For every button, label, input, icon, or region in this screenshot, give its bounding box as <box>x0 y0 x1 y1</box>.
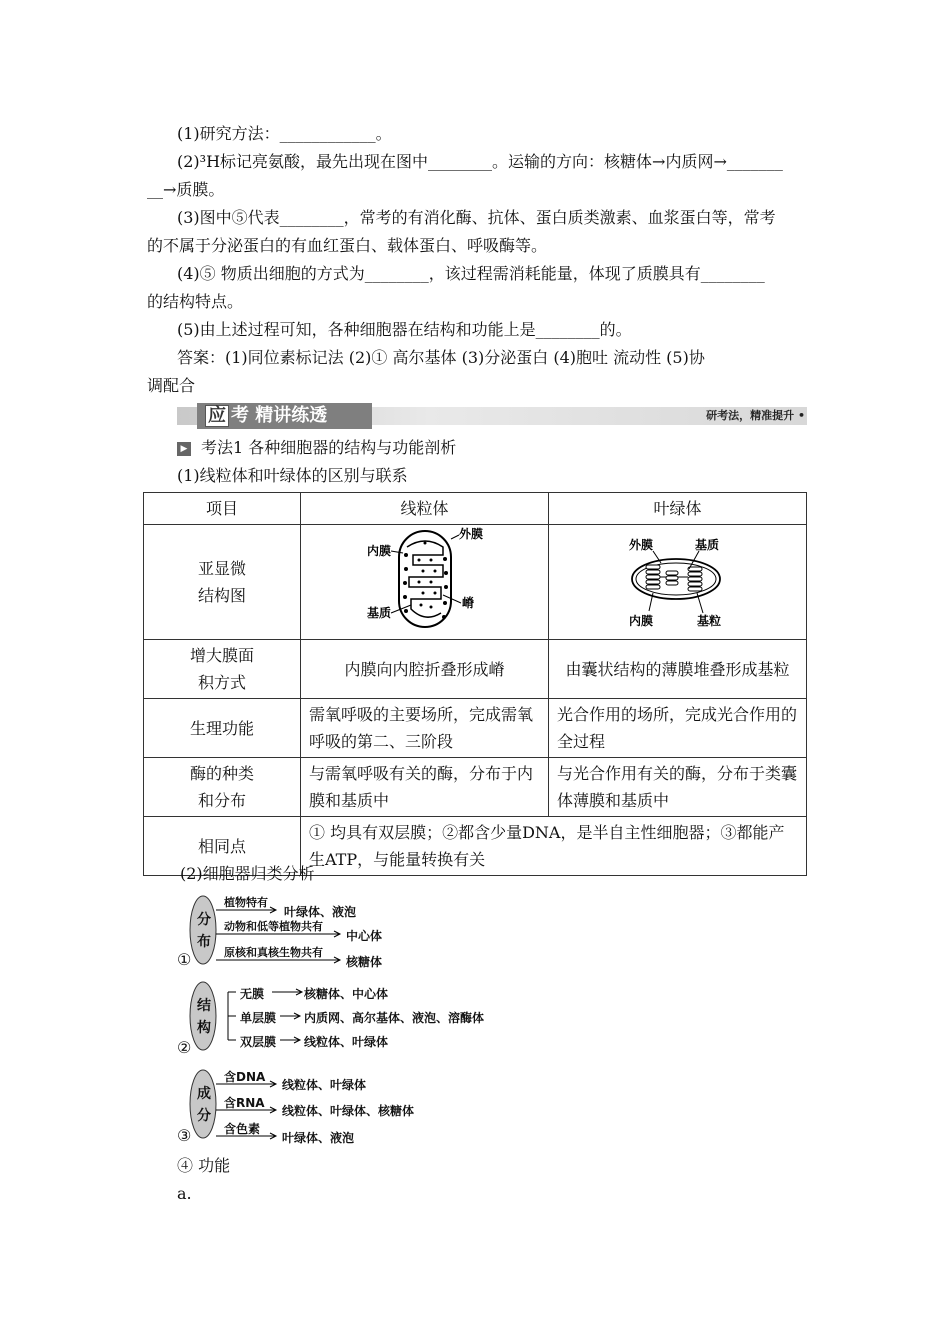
function-item-a: a. <box>177 1184 192 1203</box>
table-cell: 与光合作用有关的酶，分布于类囊体薄膜和基质中 <box>549 758 807 817</box>
comparison-table <box>143 492 807 876</box>
question-5: (5)由上述过程可知，各种细胞器在结构和功能上是________的。 <box>177 320 632 339</box>
label-outer-membrane: 外膜 <box>459 527 484 541</box>
function-heading: ④ 功能 <box>177 1156 231 1175</box>
method-title <box>177 434 837 462</box>
tree-result: 叶绿体、液泡 <box>282 1131 355 1145</box>
subheading-1: (1)线粒体和叶绿体的区别与联系 <box>177 466 408 485</box>
tree-result: 核糖体 <box>346 955 383 969</box>
table-header: 线粒体 <box>301 493 549 525</box>
tree-branch: 原核和真核生物共有 <box>224 946 323 959</box>
tree-result: 中心体 <box>346 929 383 943</box>
table-cell: 由囊状结构的薄膜堆叠形成基粒 <box>549 640 807 699</box>
mitochondrion-diagram <box>301 525 548 631</box>
grana-stacks <box>646 565 702 591</box>
table-cell: ① 均具有双层膜；②都含少量DNA，是半自主性细胞器；③都能产生ATP，与能量转换有关 <box>301 817 807 876</box>
chloroplast-diagram <box>549 525 806 631</box>
question-3-cont: 的不属于分泌蛋白的有血红蛋白、载体蛋白、呼吸酶等。 <box>147 236 548 255</box>
tree-branch: 含RNA <box>224 1096 265 1110</box>
banner-box: 应 <box>205 405 229 427</box>
label-inner-membrane: 内膜 <box>367 544 392 558</box>
tree-result: 线粒体、叶绿体、核糖体 <box>282 1104 415 1118</box>
banner-main: 考 精讲练透 <box>231 405 328 426</box>
label-grana: 基粒 <box>697 614 722 628</box>
tree-result: 叶绿体、液泡 <box>284 905 357 919</box>
label-crista: 嵴 <box>462 596 475 610</box>
table-row <box>144 699 807 758</box>
question-3: (3)图中⑤代表________，常考的有消化酶、抗体、蛋白质类激素、血浆蛋白等，常考 <box>177 208 776 227</box>
label-inner-membrane: 内膜 <box>629 614 654 628</box>
tree-head: 分布 <box>197 912 211 950</box>
table-header: 项目 <box>144 493 301 525</box>
row-label-line: 酶的种类 <box>189 764 254 783</box>
table-cell: 需氧呼吸的主要场所，完成需氧呼吸的第二、三阶段 <box>301 699 549 758</box>
row-label <box>144 525 301 640</box>
banner-subtitle: 研考法，精准提升 • <box>706 409 805 422</box>
table-row <box>144 640 807 699</box>
row-label-line: 和分布 <box>197 791 246 810</box>
banner-title <box>197 403 372 429</box>
tree-branch: 动物和低等植物共有 <box>224 920 323 933</box>
tree-result: 线粒体、叶绿体 <box>282 1078 367 1092</box>
table-cell: 光合作用的场所，完成光合作用的全过程 <box>549 699 807 758</box>
tree-branch: 含色素 <box>224 1122 261 1136</box>
row-label <box>144 640 301 699</box>
table-header-row <box>144 493 807 525</box>
chloroplast-figure <box>549 525 807 640</box>
question-1: (1)研究方法：____________。 <box>177 124 392 143</box>
row-label-line: 积方式 <box>197 673 246 692</box>
leader-line <box>451 535 459 539</box>
answer-cont: 调配合 <box>147 376 196 395</box>
circle-number: ② <box>177 1038 192 1057</box>
question-2-cont: __→质膜。 <box>147 180 225 199</box>
question-4-cont: 的结构特点。 <box>147 292 244 311</box>
tree-result: 内质网、高尔基体、液泡、溶酶体 <box>304 1011 485 1025</box>
tree-branch: 单层膜 <box>240 1011 277 1025</box>
label-outer-membrane: 外膜 <box>629 538 654 552</box>
label-matrix: 基质 <box>695 538 720 552</box>
tree-branch: 含DNA <box>224 1070 266 1084</box>
tree-result: 线粒体、叶绿体 <box>304 1035 389 1049</box>
mito-cristae <box>407 541 443 617</box>
mitochondrion-figure <box>301 525 549 640</box>
leader-line <box>391 551 403 553</box>
question-2: (2)³H标记亮氨酸，最先出现在图中________。运输的方向：核糖体→内质网→_______ <box>177 152 783 171</box>
row-label-line: 增大膜面 <box>189 646 254 665</box>
tree-result: 核糖体、中心体 <box>304 987 389 1001</box>
row-label: 生理功能 <box>144 699 301 758</box>
tree-branch: 无膜 <box>240 987 265 1001</box>
table-row <box>144 525 807 640</box>
table-header: 叶绿体 <box>549 493 807 525</box>
row-label: 相同点 <box>144 817 301 876</box>
play-triangle-icon: ▶ <box>177 442 191 456</box>
table-cell: 与需氧呼吸有关的酶，分布于内膜和基质中 <box>301 758 549 817</box>
tree-branch: 双层膜 <box>240 1035 277 1049</box>
row-label-line: 结构图 <box>197 586 246 605</box>
tree-branch: 植物特有 <box>224 896 268 909</box>
question-4: (4)⑤ 物质出细胞的方式为________，该过程需消耗能量，体现了质膜具有________ <box>177 264 765 283</box>
table-row <box>144 758 807 817</box>
tree-head: 成分 <box>197 1086 211 1124</box>
label-matrix: 基质 <box>367 606 392 620</box>
method-title-text: 考法1 各种细胞器的结构与功能剖析 <box>201 438 457 457</box>
table-cell: 内膜向内腔折叠形成嵴 <box>301 640 549 699</box>
circle-number: ③ <box>177 1126 192 1145</box>
tree-head: 结构 <box>197 998 211 1036</box>
section-banner <box>177 403 807 429</box>
row-label-line: 亚显微 <box>197 559 246 578</box>
answer: 答案：(1)同位素标记法 (2)① 高尔基体 (3)分泌蛋白 (4)胞吐 流动性 (5)协 <box>177 348 705 367</box>
subheading-2: (2)细胞器归类分析 <box>180 864 315 883</box>
circle-number: ① <box>177 950 192 969</box>
row-label <box>144 758 301 817</box>
